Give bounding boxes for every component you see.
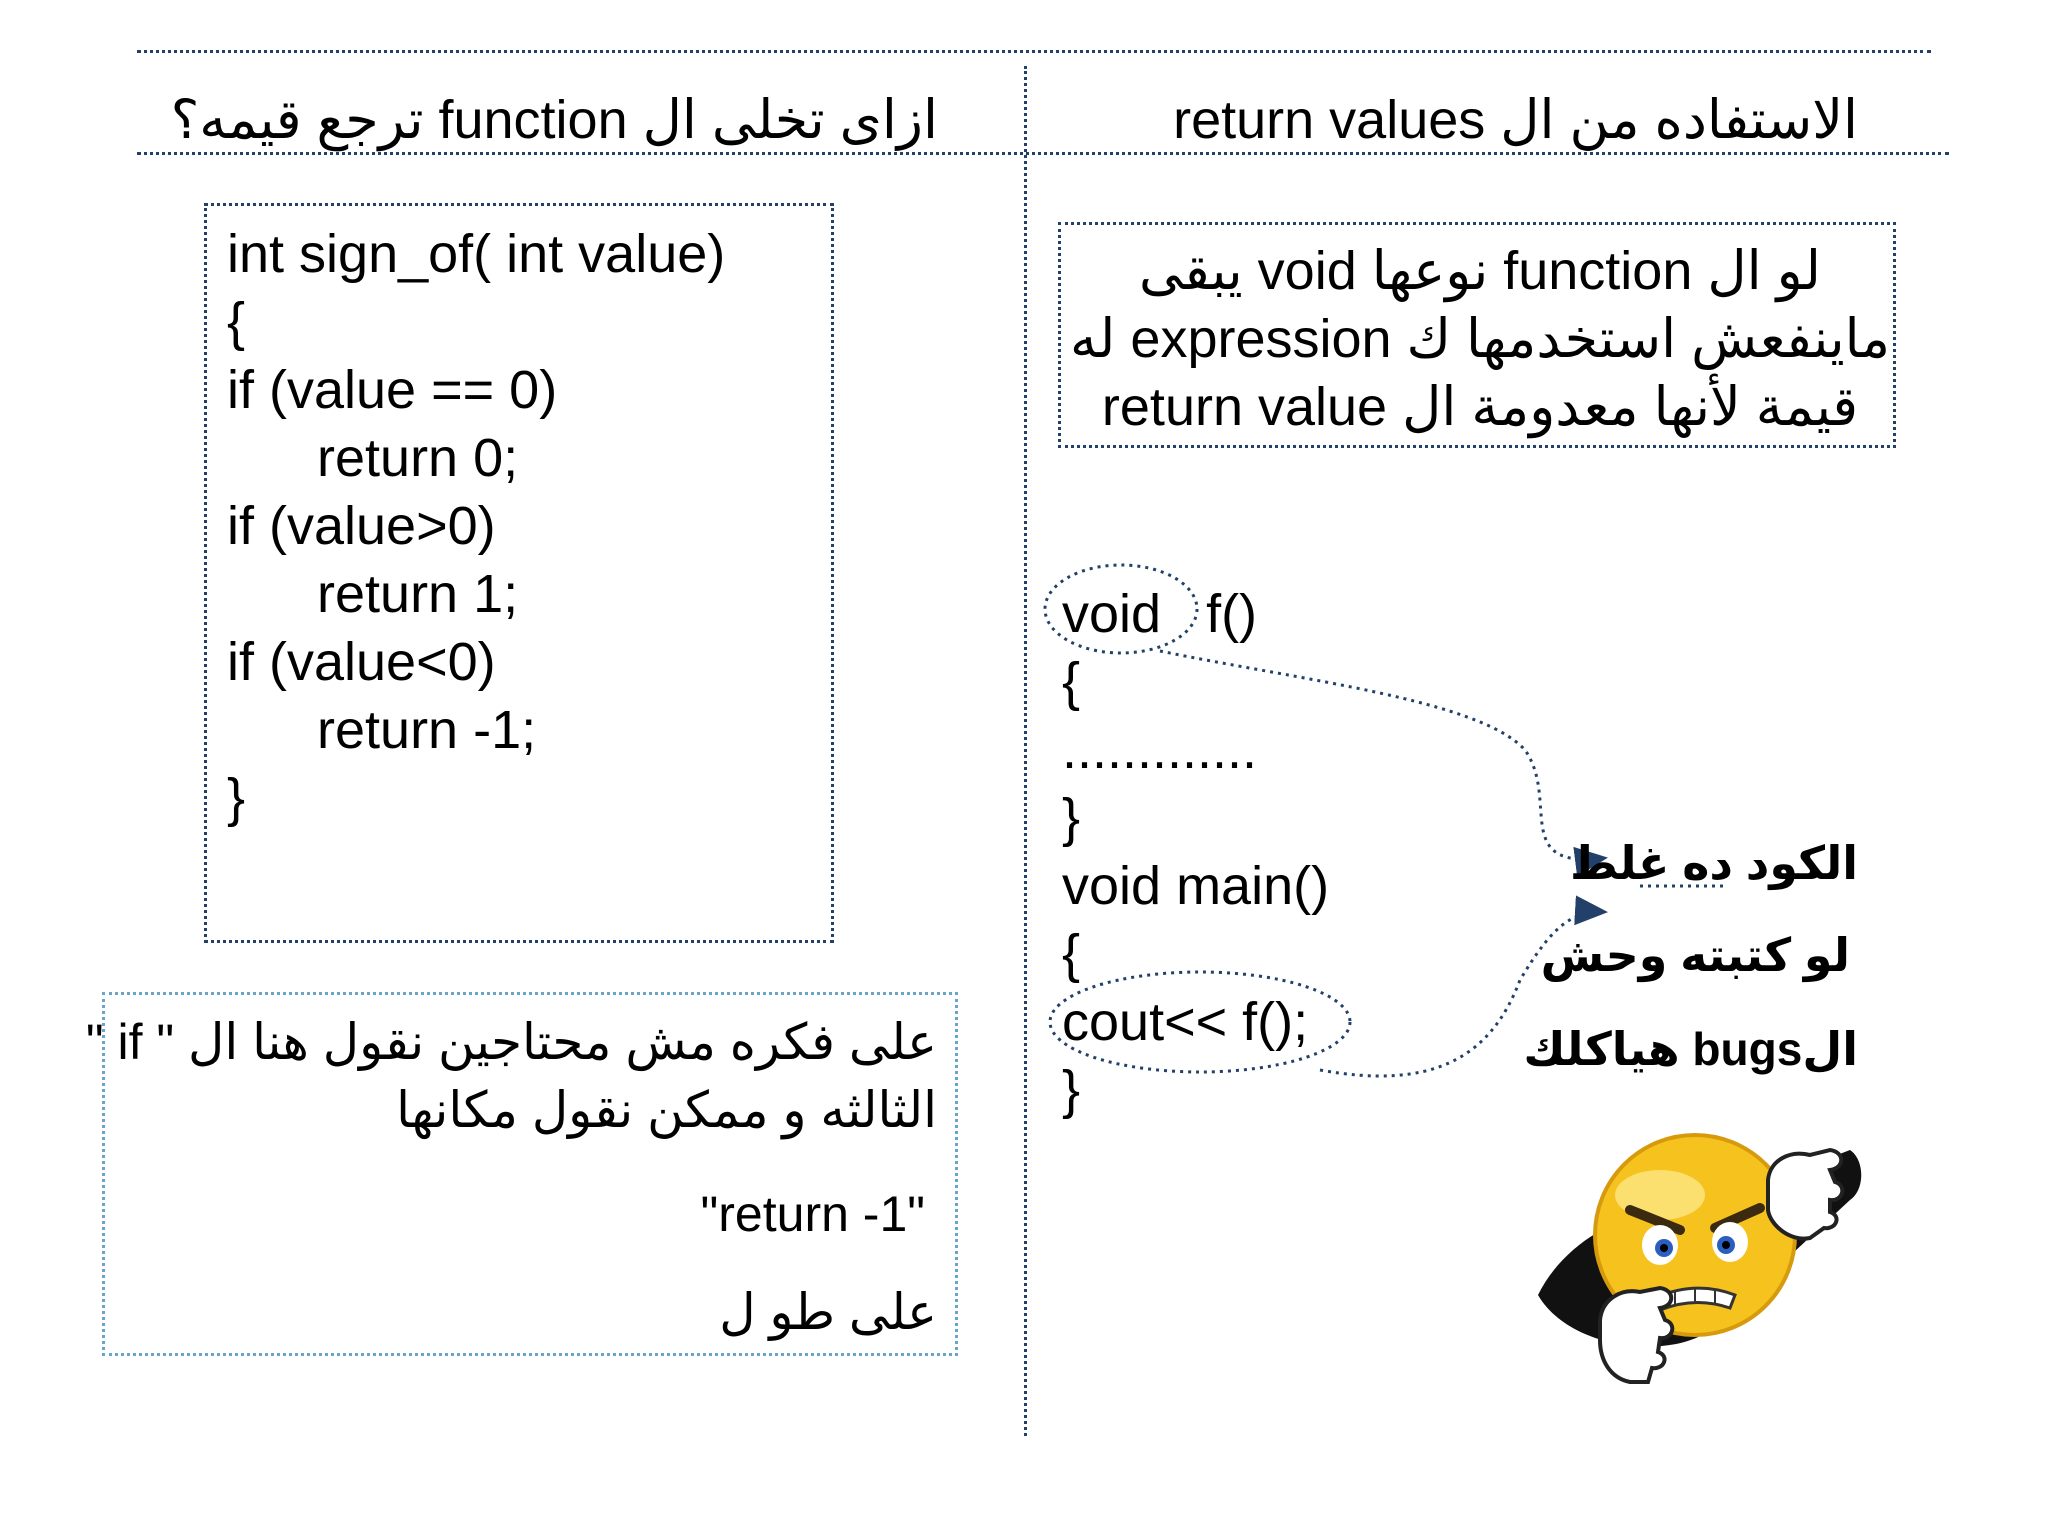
cout-ellipse	[1050, 972, 1350, 1072]
warning-line-2: لو كتبته وحش	[1540, 929, 1850, 981]
code-line: {	[1062, 652, 1081, 712]
code-line: {	[1062, 924, 1081, 984]
arrow-to-warning-1	[1160, 651, 1605, 859]
code-line: }	[1062, 788, 1081, 848]
code-line: .............	[1062, 720, 1258, 780]
code-line: return 1;	[227, 564, 519, 624]
tip-line-1: على فكره مش محتاجين نقول هنا ال " if "	[85, 1014, 937, 1070]
void-ellipse	[1045, 565, 1197, 653]
code-line: }	[227, 768, 246, 828]
warning-line-3: الbugs هياكلك	[1523, 1023, 1858, 1075]
angry-thumbs-down-icon	[1530, 1120, 1870, 1390]
code-line: void main()	[1062, 856, 1330, 916]
code-line: {	[227, 292, 246, 352]
code-line: return 0;	[227, 428, 519, 488]
left-heading: ازاى تخلى ال function ترجع قيمه؟	[170, 90, 938, 150]
code-line: cout<< f();	[1062, 992, 1309, 1052]
code-line: void f()	[1062, 584, 1258, 644]
tip-line-3: "return -1"	[700, 1186, 925, 1242]
code-line: return -1;	[227, 700, 537, 760]
code-line: if (value == 0)	[227, 360, 558, 420]
right-heading: الاستفاده من ال return values	[1173, 90, 1858, 150]
tip-line-4: على طو ل	[719, 1284, 937, 1340]
code-line: if (value>0)	[227, 496, 496, 556]
info-line: لو ال function نوعها void يبقى	[1139, 241, 1821, 301]
info-line: ماينفعش استخدمها ك expression له	[1069, 309, 1890, 369]
tip-note-box	[85, 992, 958, 1356]
info-line: قيمة لأنها معدومة ال return value	[1101, 377, 1859, 437]
warning-line-1: الكود ده غلط	[1569, 837, 1858, 889]
tip-line-2: الثالثه و ممكن نقول مكانها	[396, 1082, 937, 1138]
code-line: int sign_of( int value)	[227, 224, 726, 284]
code-line: }	[1062, 1060, 1081, 1120]
code-line: if (value<0)	[227, 632, 496, 692]
